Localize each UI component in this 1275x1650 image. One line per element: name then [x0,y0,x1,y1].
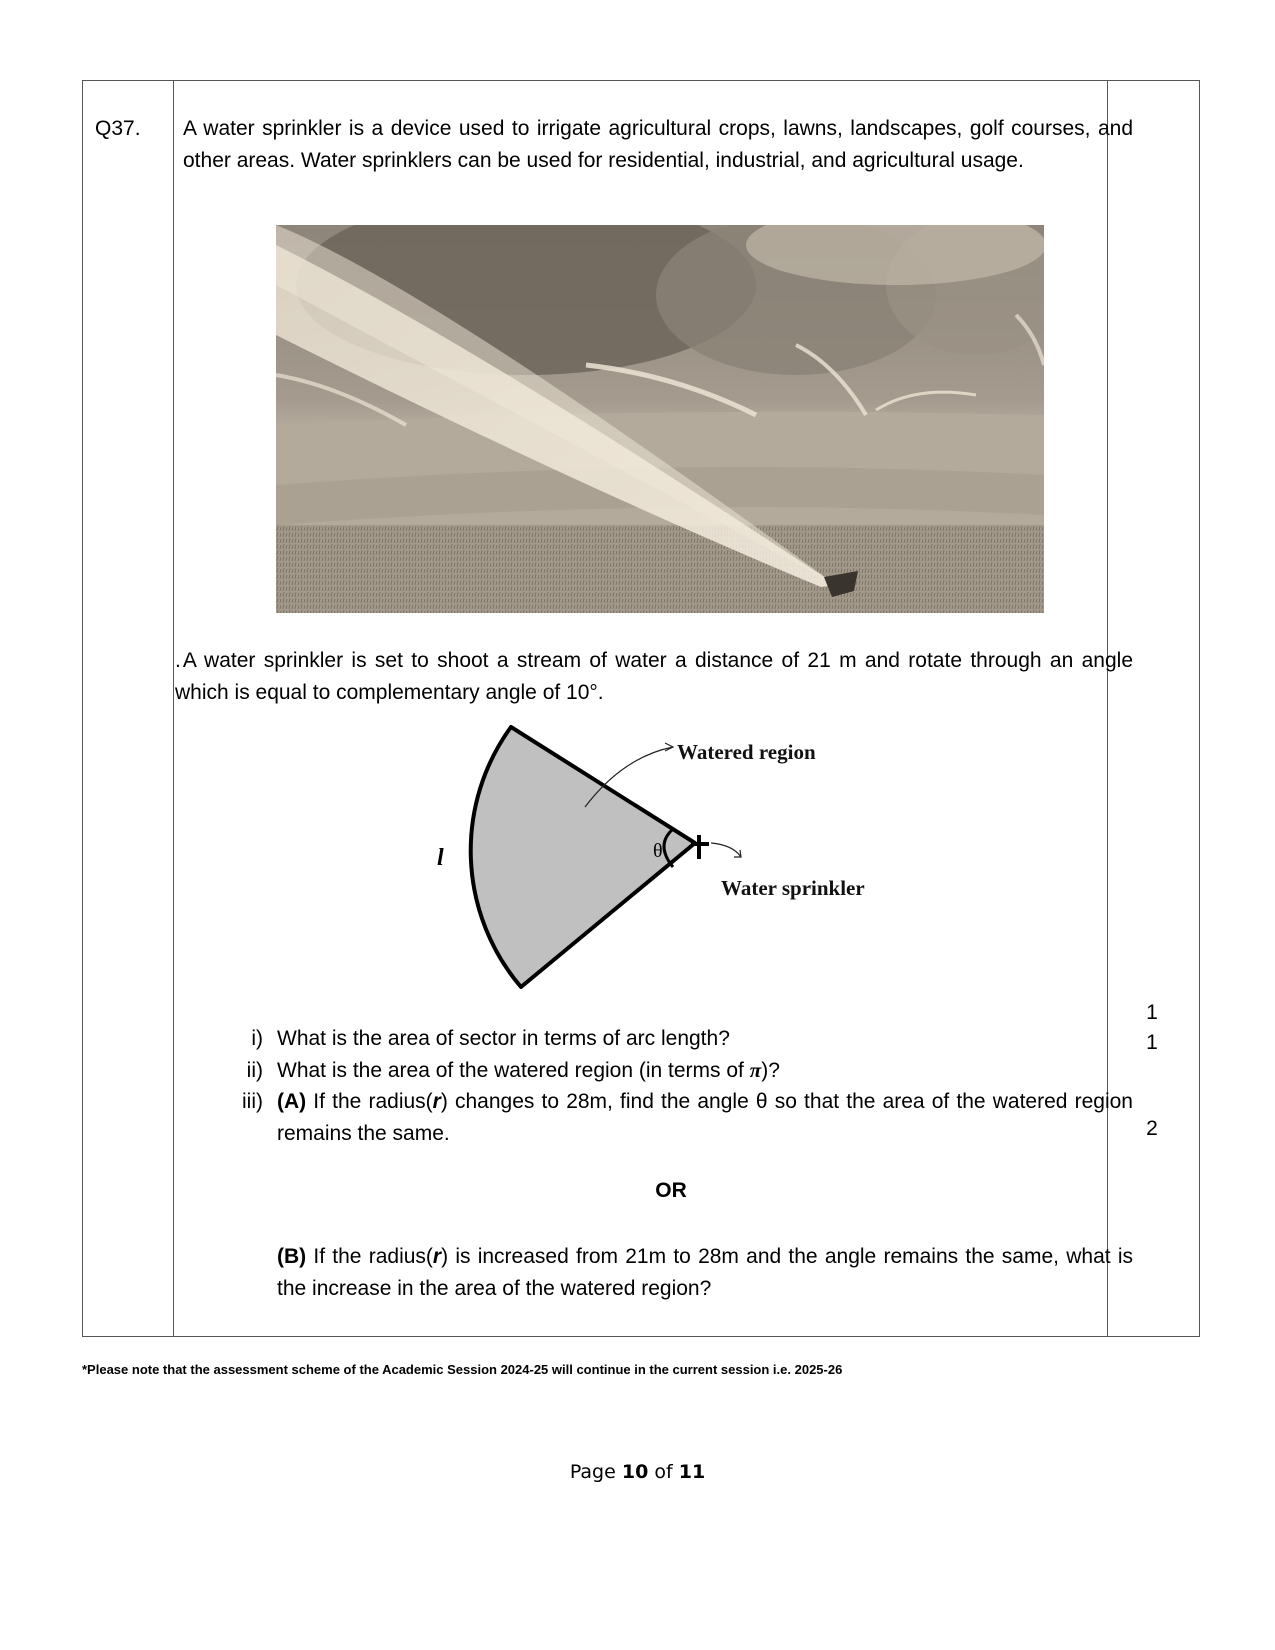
sub-question-iii [213,1086,1139,1149]
pi-symbol: π [749,1057,762,1082]
footnote: *Please note that the assessment scheme of the Academic Session 2024-25 will continue in the current session i.e. 2025-26 [82,1362,843,1377]
sector-diagram [393,717,913,997]
roman-numeral: iii) [242,1090,263,1113]
page-total: 11 [678,1461,706,1483]
text-segment: )? [761,1058,780,1082]
watered-region-label: Watered region [677,740,816,764]
text-segment: If the radius( [306,1245,433,1268]
scenario-prefix: . [175,649,181,672]
sprinkler-photo [276,225,1044,613]
question-table [82,80,1200,1337]
question-number: Q37. [95,117,141,140]
sub-question-ii [213,1055,1133,1087]
water-sprinkler-label: Water sprinkler [721,876,865,900]
option-b-label: (B) [277,1245,307,1268]
sub-question-text [277,1086,1139,1149]
marks-part-i: 1 [1146,1001,1158,1024]
sprinkler-pointer-arrow [711,843,741,857]
page-prefix: Page [569,1461,622,1483]
text-segment: ) changes to 28m, find the angle θ so that the area of the watered region remains the same. [277,1090,1139,1145]
sprinkler-photo-image [276,225,1044,613]
sub-question-text [277,1055,1133,1087]
theta-label: θ [653,840,663,862]
scenario-paragraph [175,645,1133,708]
sub-questions [213,1023,1139,1149]
scenario-text: A water sprinkler is set to shoot a stream of water a distance of 21 m and rotate through an angle which is equal to complementary angle of 10°. [175,649,1133,704]
marks-part-iii: 2 [1146,1117,1158,1140]
text-segment: If the radius( [306,1090,433,1113]
intro-paragraph: A water sprinkler is a device used to irrigate agricultural crops, lawns, landscapes, golf courses, and other areas. Water sprinklers can be used for residential, industrial, and agricultural usage. [183,117,1133,172]
sub-question-text: What is the area of sector in terms of arc length? [277,1027,730,1050]
page-current: 10 [621,1461,649,1483]
marks-part-ii: 1 [1146,1031,1158,1054]
or-separator: OR [655,1179,687,1202]
page-of: of [648,1461,679,1483]
arc-length-label: l [437,845,444,871]
page-number [0,1461,1275,1483]
column-divider-left [173,81,174,1336]
option-b [277,1241,1139,1304]
option-a-label: (A) [277,1090,307,1113]
sprinkler-marker-icon [691,835,709,859]
roman-numeral: ii) [246,1058,263,1082]
text-segment: What is the area of the watered region (in terms of [277,1058,750,1082]
radius-variable: r [432,1090,441,1113]
radius-variable: r [432,1245,442,1268]
text-segment: ) is increased from 21m to 28m and the angle remains the same, what is the increase in the area of the watered region? [277,1245,1139,1300]
roman-numeral: i) [251,1027,263,1050]
sub-question-i [213,1023,1133,1055]
